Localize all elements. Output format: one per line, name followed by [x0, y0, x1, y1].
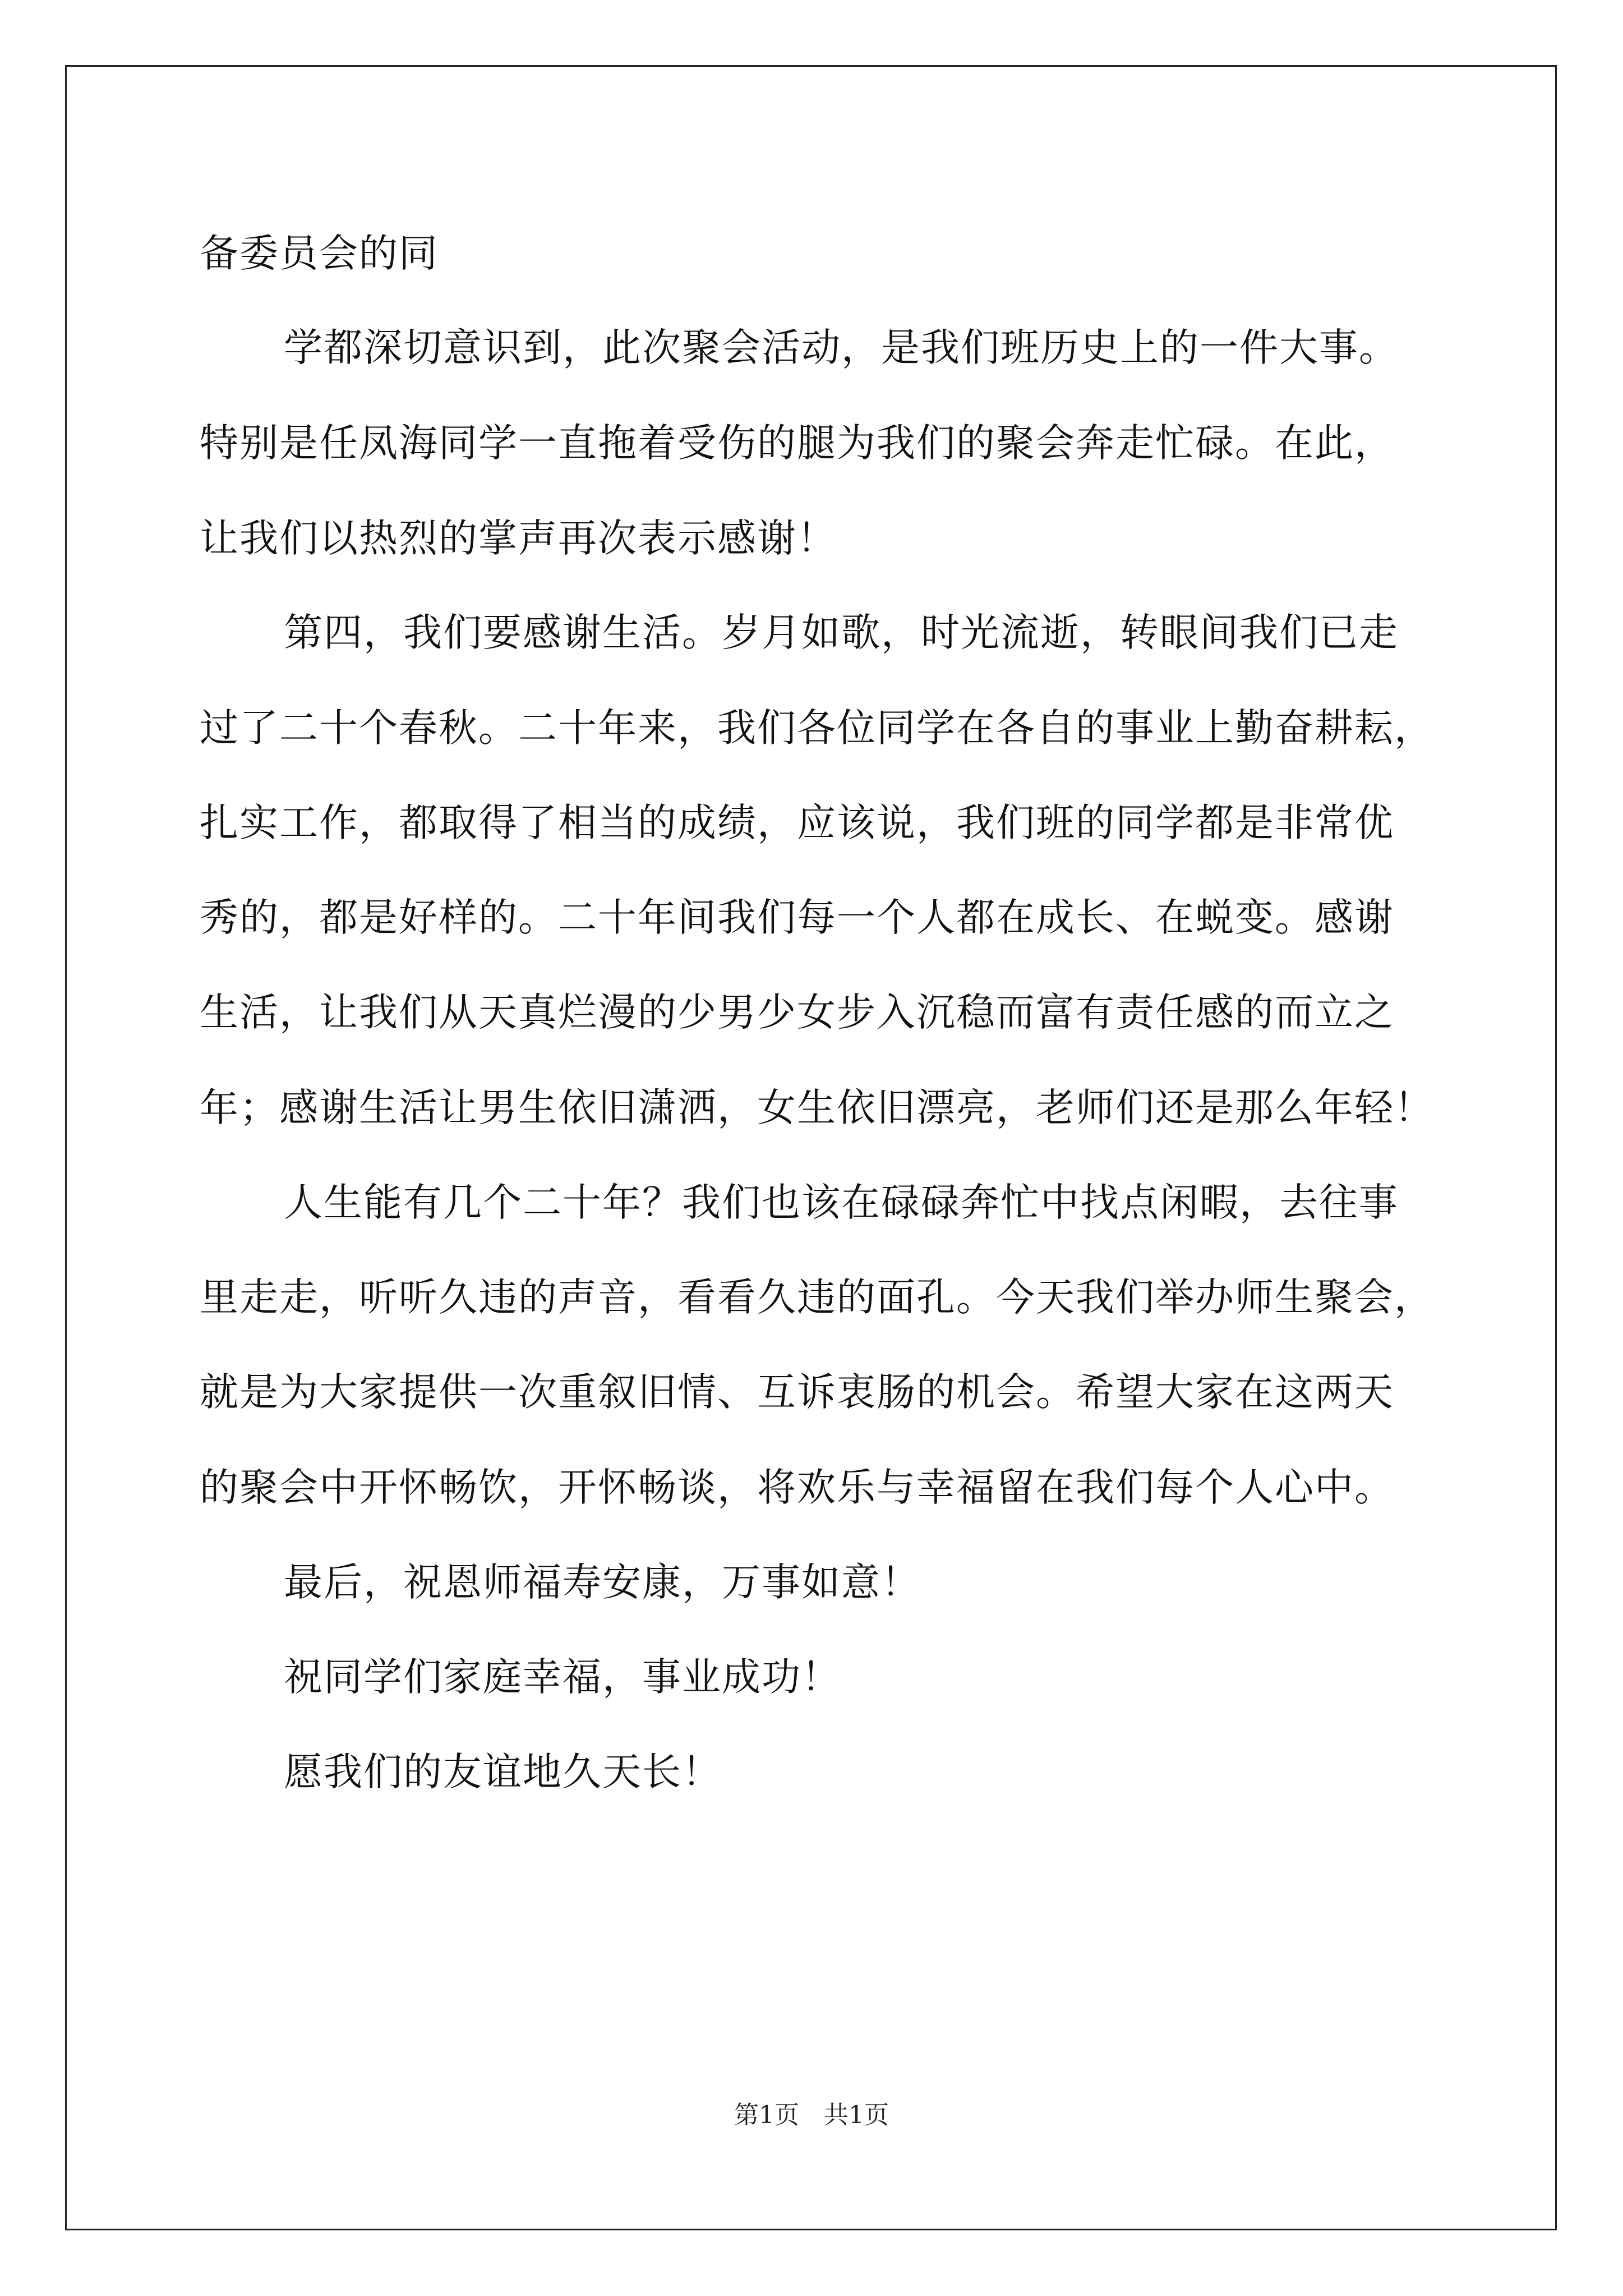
text-line: 扎实工作，都取得了相当的成绩，应该说，我们班的同学都是非常优 — [200, 800, 1394, 845]
page-border — [65, 65, 1557, 2230]
text-line: 让我们以热烈的掌声再次表示感谢！ — [200, 516, 837, 561]
text-line: 就是为大家提供一次重叙旧情、互诉衷肠的机会。希望大家在这两天 — [200, 1370, 1394, 1415]
text-line: 的聚会中开怀畅饮，开怀畅谈，将欢乐与幸福留在我们每个人心中。 — [200, 1465, 1394, 1510]
paragraph-first-line: 人生能有几个二十年？我们也该在碌碌奔忙中找点闲暇，去往事 — [284, 1180, 1399, 1225]
paragraph-first-line: 最后，祝恩师福寿安康，万事如意！ — [284, 1560, 921, 1605]
paragraph-first-line: 学都深切意识到，此次聚会活动，是我们班历史上的一件大事。 — [284, 325, 1399, 370]
text-line: 年；感谢生活让男生依旧潇洒，女生依旧漂亮，老师们还是那么年轻！ — [200, 1085, 1434, 1130]
text-line: 秀的，都是好样的。二十年间我们每一个人都在成长、在蜕变。感谢 — [200, 895, 1394, 940]
page-number-footer: 第1页 共1页 — [734, 2101, 889, 2129]
paragraph-first-line: 愿我们的友谊地久天长！ — [284, 1750, 722, 1795]
text-line: 特别是任凤海同学一直拖着受伤的腿为我们的聚会奔走忙碌。在此， — [200, 421, 1394, 466]
paragraph-first-line: 第四，我们要感谢生活。岁月如歌，时光流逝，转眼间我们已走 — [284, 610, 1399, 655]
paragraph-first-line: 祝同学们家庭幸福，事业成功！ — [284, 1655, 841, 1700]
text-line: 过了二十个春秋。二十年来，我们各位同学在各自的事业上勤奋耕耘， — [200, 706, 1434, 751]
text-line: 里走走，听听久违的声音，看看久违的面孔。今天我们举办师生聚会， — [200, 1275, 1434, 1320]
text-line: 生活，让我们从天真烂漫的少男少女步入沉稳而富有责任感的而立之 — [200, 990, 1394, 1035]
text-line: 备委员会的同 — [200, 231, 439, 276]
